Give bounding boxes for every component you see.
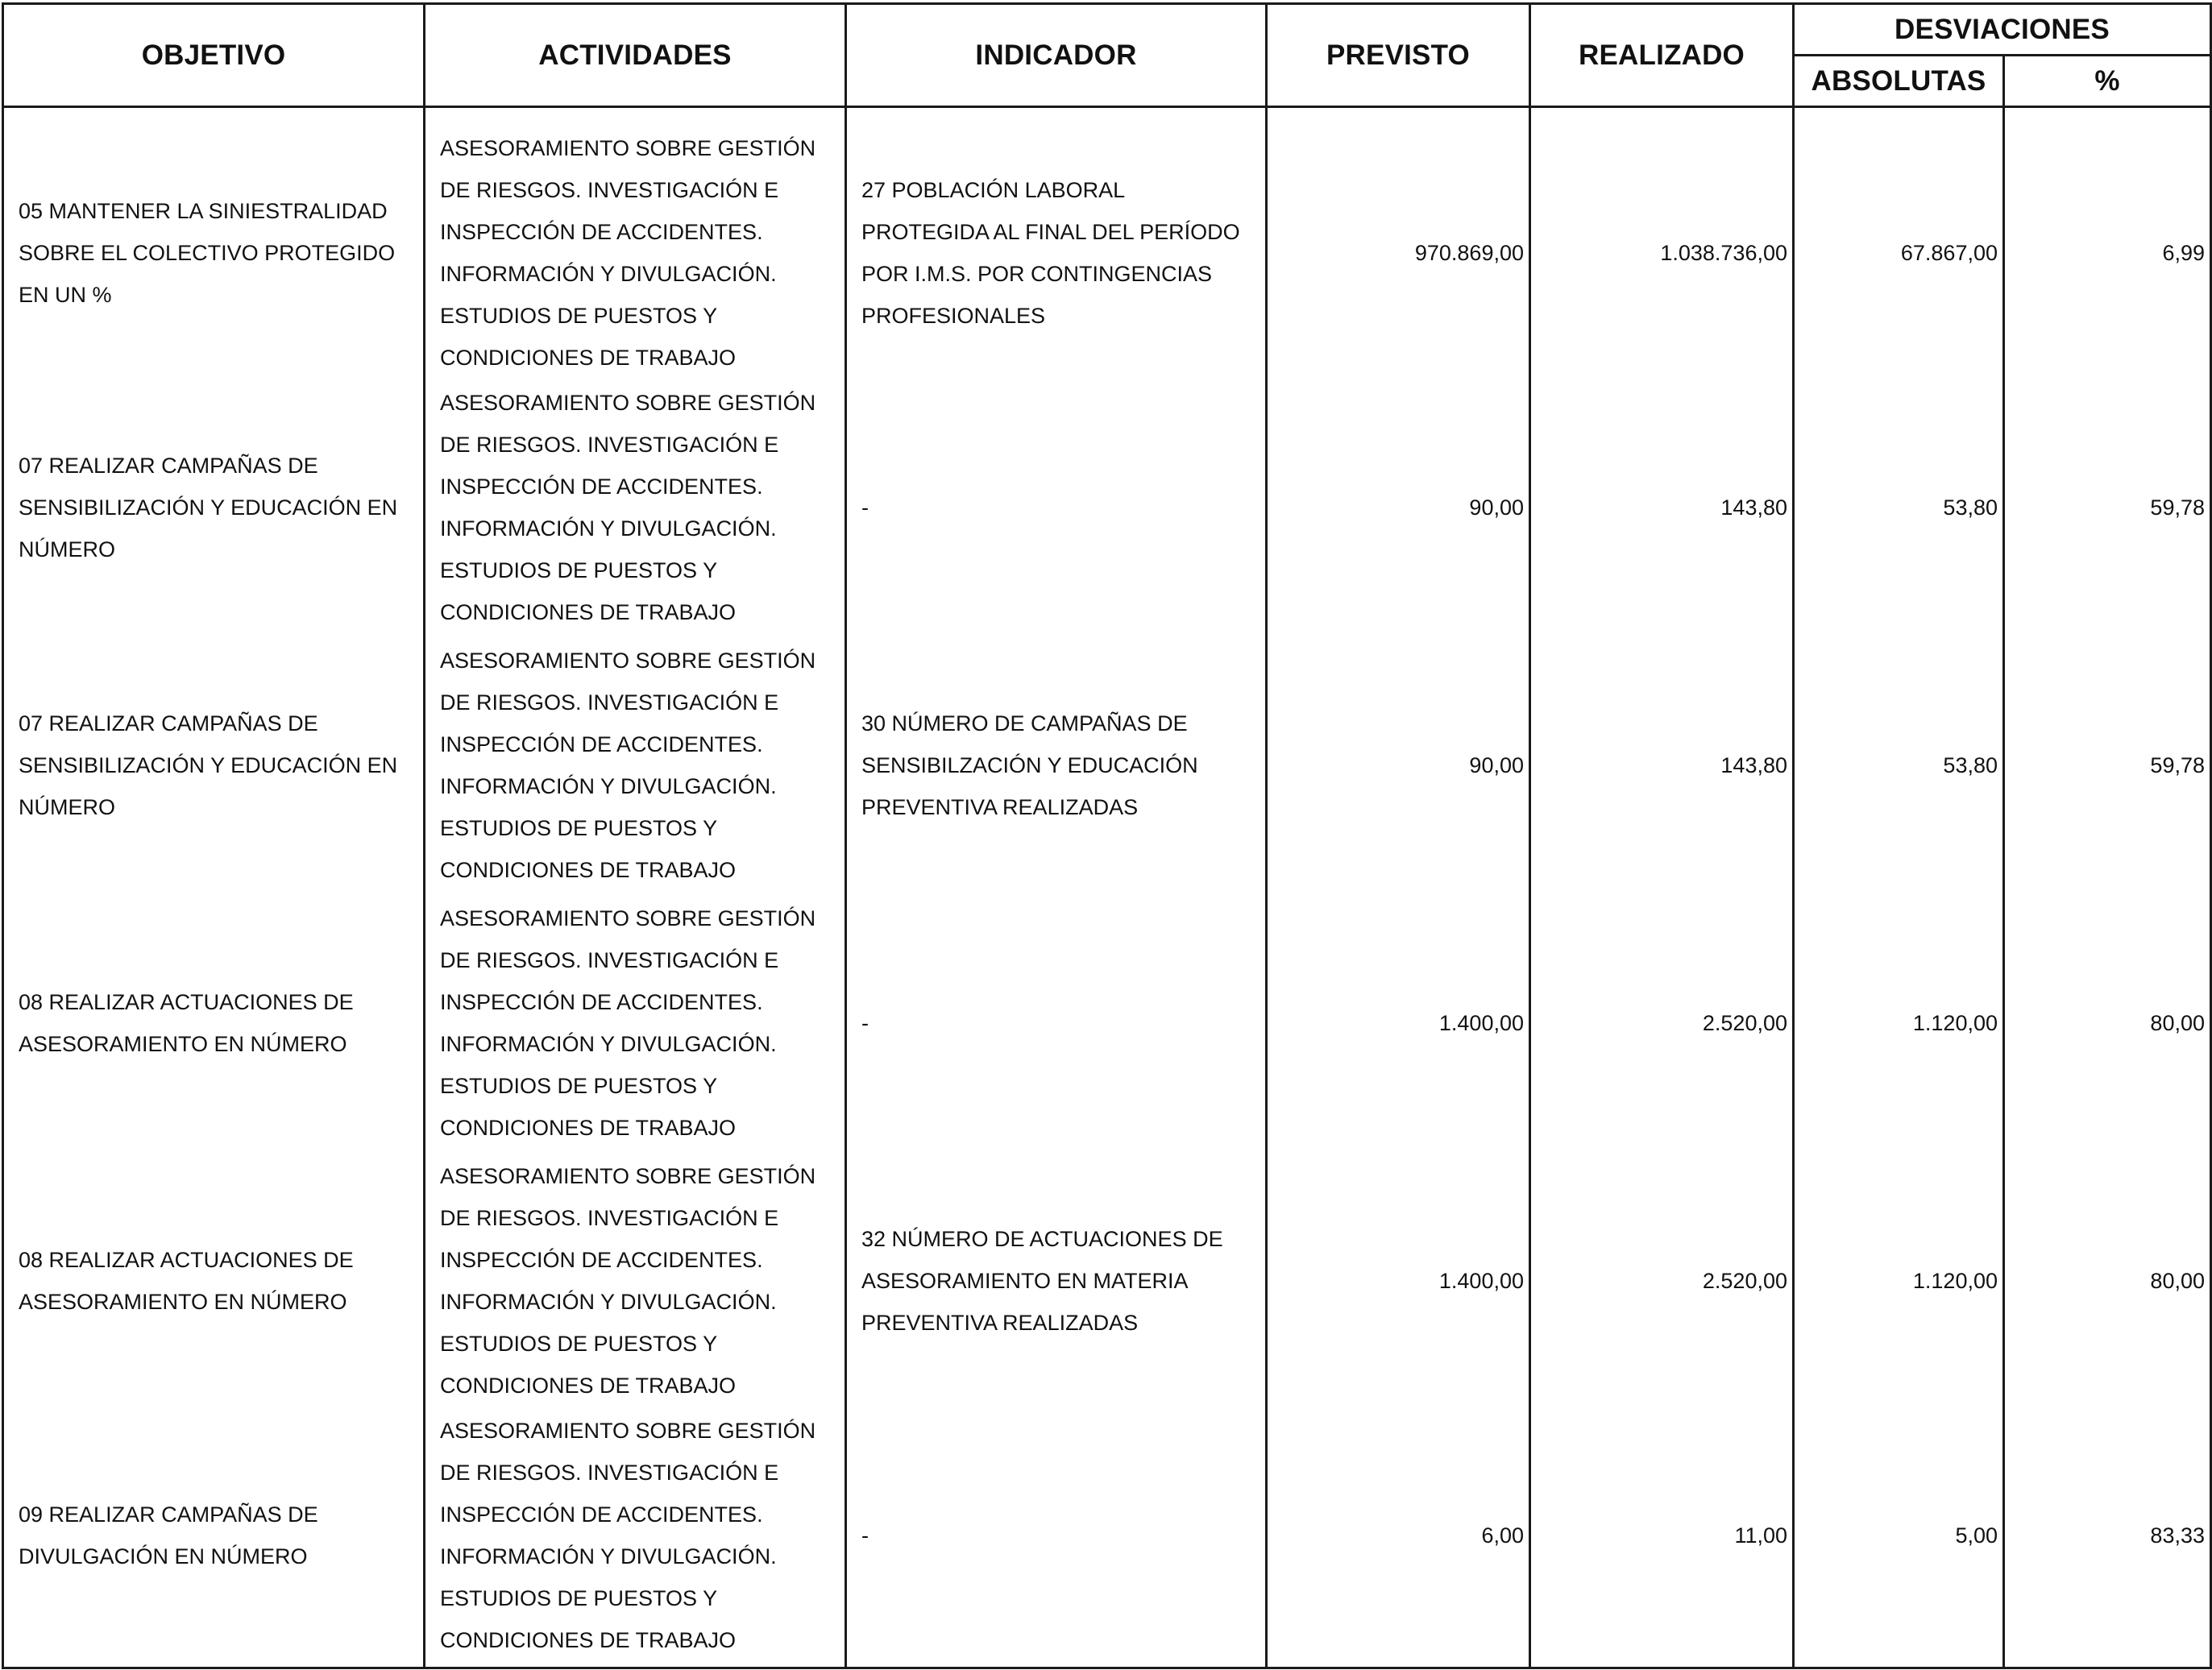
cell-porcentaje-text: 59,78 [2150, 753, 2205, 777]
cell-actividades-text: ASESORAMIENTO SOBRE GESTIÓN DE RIESGOS. INVESTIGACIÓN E INSPECCIÓN DE ACCIDENTES. INFORMACIÓN Y DIVULGACIÓN. ESTUDIOS DE PUESTOS Y CONDICIONES DE TRABAJO [440, 136, 816, 370]
cell-indicador [846, 107, 1267, 379]
cell-porcentaje [2004, 636, 2211, 894]
cell-objetivo [3, 894, 425, 1152]
cell-porcentaje-text: 59,78 [2150, 495, 2205, 520]
cell-objetivo [3, 107, 425, 379]
cell-indicador [846, 636, 1267, 894]
table-header [3, 4, 2211, 107]
cell-previsto [1267, 1410, 1530, 1668]
cell-realizado [1530, 107, 1794, 379]
cell-previsto [1267, 1152, 1530, 1410]
cell-realizado [1530, 379, 1794, 636]
table-body [3, 107, 2211, 1668]
cell-objetivo [3, 1152, 425, 1410]
cell-absolutas-text: 5,00 [1955, 1523, 1998, 1548]
cell-previsto-text: 6,00 [1481, 1523, 1524, 1548]
cell-objetivo-text: 08 REALIZAR ACTUACIONES DE ASESORAMIENTO EN NÚMERO [19, 990, 354, 1056]
cell-actividades [425, 894, 846, 1152]
table-row [3, 1410, 2211, 1668]
cell-realizado-text: 11,00 [1734, 1523, 1787, 1548]
cell-previsto-text: 90,00 [1469, 753, 1524, 777]
cell-previsto [1267, 894, 1530, 1152]
header-indicador: INDICADOR [846, 4, 1267, 107]
cell-porcentaje-text: 6,99 [2162, 241, 2205, 265]
cell-previsto [1267, 636, 1530, 894]
cell-objetivo-text: 05 MANTENER LA SINIESTRALIDAD SOBRE EL COLECTIVO PROTEGIDO EN UN % [19, 199, 396, 307]
cell-indicador [846, 894, 1267, 1152]
cell-indicador-text: 32 NÚMERO DE ACTUACIONES DE ASESORAMIENTO EN MATERIA PREVENTIVA REALIZADAS [861, 1227, 1223, 1335]
cell-actividades-text: ASESORAMIENTO SOBRE GESTIÓN DE RIESGOS. INVESTIGACIÓN E INSPECCIÓN DE ACCIDENTES. INFORMACIÓN Y DIVULGACIÓN. ESTUDIOS DE PUESTOS Y CONDICIONES DE TRABAJO [440, 906, 816, 1140]
cell-actividades-text: ASESORAMIENTO SOBRE GESTIÓN DE RIESGOS. INVESTIGACIÓN E INSPECCIÓN DE ACCIDENTES. INFORMACIÓN Y DIVULGACIÓN. ESTUDIOS DE PUESTOS Y CONDICIONES DE TRABAJO [440, 649, 816, 882]
cell-absolutas-text: 53,80 [1943, 753, 1998, 777]
cell-porcentaje [2004, 379, 2211, 636]
cell-realizado-text: 143,80 [1720, 495, 1787, 520]
cell-absolutas [1794, 636, 2004, 894]
cell-objetivo-text: 07 REALIZAR CAMPAÑAS DE SENSIBILIZACIÓN Y EDUCACIÓN EN NÚMERO [19, 711, 398, 819]
cell-porcentaje-text: 80,00 [2150, 1011, 2205, 1035]
cell-objetivo [3, 1410, 425, 1668]
cell-realizado-text: 2.520,00 [1702, 1269, 1787, 1293]
cell-actividades-text: ASESORAMIENTO SOBRE GESTIÓN DE RIESGOS. INVESTIGACIÓN E INSPECCIÓN DE ACCIDENTES. INFORMACIÓN Y DIVULGACIÓN. ESTUDIOS DE PUESTOS Y CONDICIONES DE TRABAJO [440, 1164, 816, 1398]
cell-indicador [846, 1410, 1267, 1668]
cell-absolutas [1794, 894, 2004, 1152]
cell-absolutas [1794, 1410, 2004, 1668]
header-porcentaje: % [2004, 56, 2211, 107]
cell-actividades [425, 107, 846, 379]
cell-objetivo-text: 07 REALIZAR CAMPAÑAS DE SENSIBILIZACIÓN Y EDUCACIÓN EN NÚMERO [19, 454, 398, 562]
cell-indicador-text: - [861, 1011, 869, 1035]
cell-absolutas-text: 1.120,00 [1912, 1269, 1998, 1293]
cell-absolutas-text: 67.867,00 [1900, 241, 1998, 265]
cell-previsto-text: 1.400,00 [1438, 1011, 1524, 1035]
cell-objetivo-text: 09 REALIZAR CAMPAÑAS DE DIVULGACIÓN EN NÚMERO [19, 1502, 318, 1569]
table-row [3, 636, 2211, 894]
table-row [3, 107, 2211, 379]
cell-absolutas [1794, 1152, 2004, 1410]
header-objetivo: OBJETIVO [3, 4, 425, 107]
cell-porcentaje-text: 80,00 [2150, 1269, 2205, 1293]
cell-realizado [1530, 636, 1794, 894]
cell-actividades [425, 1410, 846, 1668]
cell-indicador [846, 1152, 1267, 1410]
cell-realizado-text: 143,80 [1720, 753, 1787, 777]
header-previsto: PREVISTO [1267, 4, 1530, 107]
cell-previsto [1267, 379, 1530, 636]
cell-previsto-text: 1.400,00 [1438, 1269, 1524, 1293]
cell-objetivo [3, 636, 425, 894]
cell-realizado [1530, 1152, 1794, 1410]
cell-indicador-text: - [861, 1523, 869, 1548]
cell-absolutas [1794, 379, 2004, 636]
cell-porcentaje [2004, 107, 2211, 379]
objectives-table [2, 2, 2212, 1669]
cell-realizado-text: 2.520,00 [1702, 1011, 1787, 1035]
cell-realizado [1530, 1410, 1794, 1668]
table-row [3, 894, 2211, 1152]
header-realizado: REALIZADO [1530, 4, 1794, 107]
cell-indicador-text: - [861, 495, 869, 520]
cell-porcentaje-text: 83,33 [2150, 1523, 2205, 1548]
header-desviaciones: DESVIACIONES [1794, 4, 2211, 56]
cell-indicador-text: 27 POBLACIÓN LABORAL PROTEGIDA AL FINAL DEL PERÍODO POR I.M.S. POR CONTINGENCIAS PROFESIONALES [861, 178, 1240, 328]
cell-objetivo-text: 08 REALIZAR ACTUACIONES DE ASESORAMIENTO EN NÚMERO [19, 1248, 354, 1314]
cell-previsto-text: 90,00 [1469, 495, 1524, 520]
cell-previsto [1267, 107, 1530, 379]
cell-porcentaje [2004, 1152, 2211, 1410]
cell-previsto-text: 970.869,00 [1414, 241, 1524, 265]
cell-absolutas-text: 1.120,00 [1912, 1011, 1998, 1035]
cell-actividades [425, 636, 846, 894]
cell-absolutas-text: 53,80 [1943, 495, 1998, 520]
cell-indicador-text: 30 NÚMERO DE CAMPAÑAS DE SENSIBILZACIÓN Y EDUCACIÓN PREVENTIVA REALIZADAS [861, 711, 1198, 819]
cell-porcentaje [2004, 1410, 2211, 1668]
cell-actividades [425, 379, 846, 636]
table-row [3, 379, 2211, 636]
cell-indicador [846, 379, 1267, 636]
cell-porcentaje [2004, 894, 2211, 1152]
cell-objetivo [3, 379, 425, 636]
header-actividades: ACTIVIDADES [425, 4, 846, 107]
cell-realizado-text: 1.038.736,00 [1660, 241, 1787, 265]
table-row [3, 1152, 2211, 1410]
cell-actividades-text: ASESORAMIENTO SOBRE GESTIÓN DE RIESGOS. INVESTIGACIÓN E INSPECCIÓN DE ACCIDENTES. INFORMACIÓN Y DIVULGACIÓN. ESTUDIOS DE PUESTOS Y CONDICIONES DE TRABAJO [440, 1419, 816, 1653]
cell-absolutas [1794, 107, 2004, 379]
cell-actividades [425, 1152, 846, 1410]
cell-actividades-text: ASESORAMIENTO SOBRE GESTIÓN DE RIESGOS. INVESTIGACIÓN E INSPECCIÓN DE ACCIDENTES. INFORMACIÓN Y DIVULGACIÓN. ESTUDIOS DE PUESTOS Y CONDICIONES DE TRABAJO [440, 391, 816, 624]
header-absolutas: ABSOLUTAS [1794, 56, 2004, 107]
cell-realizado [1530, 894, 1794, 1152]
